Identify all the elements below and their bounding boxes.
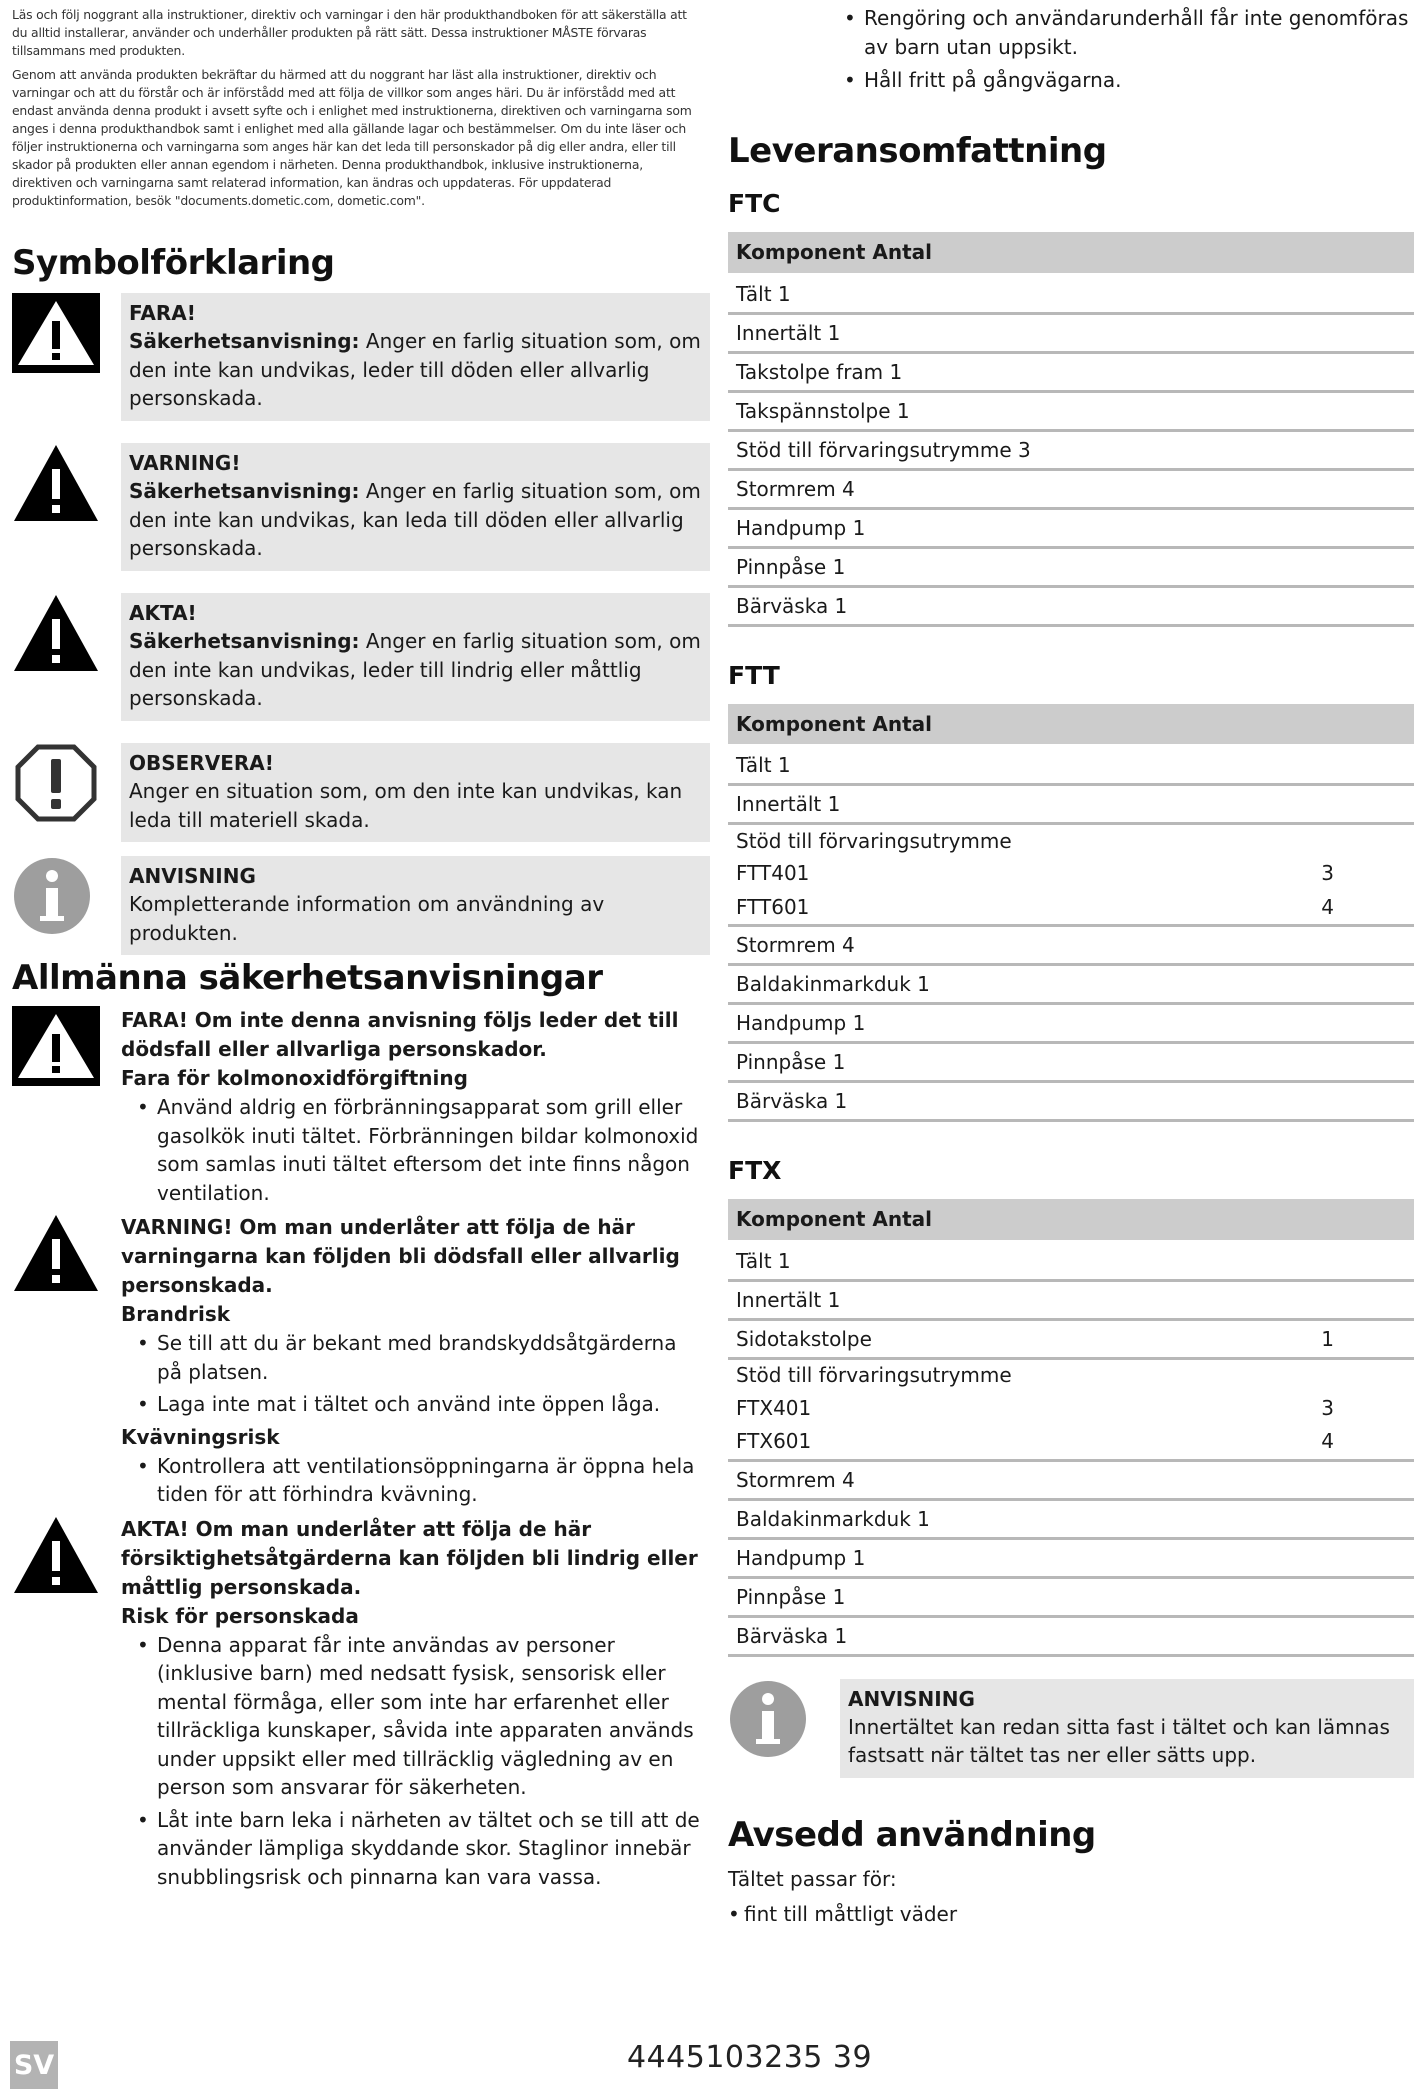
- symbols-heading: Symbolförklaring: [12, 243, 335, 283]
- table-row: [728, 430, 1414, 469]
- fara-box: [121, 293, 710, 421]
- fara-text: Anger en farlig situation som, om den inte kan undvikas, leder till döden eller allvarlig personskada.: [129, 329, 701, 410]
- delivery-note-text: Innertältet kan redan sitta fast i tältet och kan lämnas fastsatt när tältet tas ner eller sätts upp.: [848, 1714, 1390, 1767]
- table-row: [728, 1499, 1414, 1538]
- usage-heading: Avsedd användning: [728, 1814, 1096, 1855]
- table-cell: Bärväska 1: [728, 1082, 1414, 1121]
- page-number: 4445103235 39: [627, 2040, 873, 2075]
- table-row: [728, 1460, 1414, 1499]
- table-row: [728, 857, 1414, 890]
- danger-warning-icon: [12, 1006, 100, 1086]
- table-cell: Sidotakstolpe: [728, 1319, 1313, 1358]
- general-akta-subheading: Risk för personskada: [121, 1603, 359, 1628]
- table-cell: Handpump 1: [728, 1538, 1414, 1577]
- table-header-row: [728, 1199, 1414, 1241]
- table-row: [728, 1391, 1414, 1424]
- table-row: [728, 890, 1414, 926]
- table-row: [728, 586, 1414, 625]
- varning-text: Anger en farlig situation som, om den inte kan undvikas, kan leda till döden eller allvarlig personskada.: [129, 479, 701, 560]
- list-item: • Håll fritt på gångvägarna.: [828, 66, 1414, 95]
- observera-text: Anger en situation som, om den inte kan undvikas, kan leda till materiell skada.: [129, 779, 683, 832]
- warning-triangle-icon: [12, 443, 100, 523]
- general-fara-block: [12, 1006, 700, 1207]
- table-row: [728, 352, 1414, 391]
- caution-triangle-icon: [12, 593, 100, 673]
- delivery-note-heading: ANVISNING: [848, 1686, 975, 1711]
- general-varning-block: [12, 1213, 700, 1509]
- table-cell: Stöd till förvaringsutrymme: [736, 828, 1012, 853]
- table-row: [728, 1004, 1414, 1043]
- table-cell: Pinnpåse 1: [728, 547, 1414, 586]
- general-varning-subheading-2: Kvävningsrisk: [121, 1424, 280, 1449]
- table-row: [728, 1043, 1414, 1082]
- varning-heading: VARNING!: [129, 451, 241, 475]
- general-varning-lead: VARNING! Om man underlåter att följa de här varningarna kan följden bli dödsfall eller allvarlig personskada.: [121, 1215, 680, 1297]
- ftt-heading: FTT: [728, 660, 780, 690]
- table-cell: FTT601: [728, 890, 1313, 926]
- table-row: [728, 313, 1414, 352]
- table-cell: Stormrem 4: [728, 926, 1414, 965]
- table-row: [728, 926, 1414, 965]
- table-cell: 4: [1313, 890, 1414, 926]
- general-fara-subheading: Fara för kolmonoxidförgiftning: [121, 1066, 468, 1090]
- table-header: Komponent Antal: [728, 232, 1414, 274]
- akta-heading: AKTA!: [129, 601, 197, 625]
- table-cell: Handpump 1: [728, 1004, 1414, 1043]
- ftc-heading: FTC: [728, 189, 781, 218]
- anvisning-text: Kompletterande information om användning av produkten.: [129, 892, 605, 945]
- table-header: Komponent Antal: [728, 704, 1414, 746]
- table-cell: Takspännstolpe 1: [728, 391, 1414, 430]
- right-top-list: [828, 4, 1414, 95]
- varning-body: [129, 477, 702, 563]
- table-cell: Pinnpåse 1: [728, 1043, 1414, 1082]
- delivery-heading: Leveransomfattning: [728, 131, 1107, 171]
- table-row: [728, 547, 1414, 586]
- table-header-row: [728, 704, 1414, 746]
- table-row: [728, 1358, 1414, 1391]
- observera-heading: OBSERVERA!: [129, 751, 274, 775]
- table-row: [728, 824, 1414, 857]
- ftt-table: [728, 704, 1414, 1123]
- table-cell: Tält 1: [728, 746, 1414, 785]
- list-item: • Denna apparat får inte användas av personer (inklusive barn) med nedsatt fysisk, sensorisk eller mental förmåga, eller som inte har erfarenhet eller tillräckliga kunskaper, såvida inte apparaten används under uppsikt eller med tillräcklig vägledning av en person som ansvarar för säkerheten.: [121, 1631, 700, 1802]
- table-cell: 3: [1321, 861, 1334, 885]
- anvisning-heading: ANVISNING: [129, 864, 256, 888]
- table-cell: 3: [1321, 1395, 1334, 1420]
- intro-paragraph-1: Läs och följ noggrant alla instruktioner, direktiv och varningar i den här produkthandboken för att säkerställa att du alltid installerar, använder och underhåller produkten på rätt sätt. Dessa instruktioner MÅSTE förvaras tillsammans med produkten.: [12, 7, 687, 58]
- table-cell: Baldakinmarkduk 1: [728, 965, 1414, 1004]
- akta-box: [121, 593, 710, 721]
- observera-box: [121, 743, 710, 842]
- symbol-row-akta: [12, 593, 700, 733]
- table-cell: Innertält 1: [728, 313, 1414, 352]
- table-row: [728, 1319, 1414, 1358]
- table-header: Komponent Antal: [728, 1199, 1414, 1241]
- notice-octagon-icon: [12, 743, 100, 823]
- general-varning-list-1: [121, 1329, 700, 1419]
- intro-paragraph-2: Genom att använda produkten bekräftar du härmed att du noggrant har läst alla instruktioner, direktiv och varningar och att du förstår och är införstådd med att följa de villkor som anges häri. Du är införstådd med att endast använda denna produkt i avsett syfte och i enlighet med instruktionerna, direktiven och varningarna som anges i denna produkthandbok samt i enlighet med alla gällande lagar och bestämmelser. Om du inte läser och följer instruktionerna och varningarna som anges här kan det leda till personskador på dig eller andra, eller till skador på produkten eller annan egendom i närheten. Denna produkthandbok, inklusive instruktionerna, direktiven och varningarna samt relaterad information, kan ändras och uppdateras. För uppdaterad produktinformation, besök "documents.dometic.com, dometic.com".: [12, 67, 692, 208]
- table-cell: Innertält 1: [728, 1280, 1414, 1319]
- table-cell: FTX601: [728, 1424, 1313, 1460]
- varning-box: [121, 443, 710, 571]
- list-item: • Använd aldrig en förbränningsapparat som grill eller gasolkök inuti tältet. Förbränningen bildar kolmonoxid som samlas inuti tältet eftersom det inte finns någon ventilation.: [121, 1093, 700, 1207]
- intro-text: [12, 6, 700, 210]
- symbol-row-observera: [12, 743, 700, 846]
- symbol-row-fara: [12, 293, 700, 433]
- list-item: • Låt inte barn leka i närheten av tältet och se till att de använder lämpliga skyddande skor. Staglinor innebär snubblingsrisk och pinnarna kan vara vassa.: [121, 1806, 700, 1892]
- table-cell: Stormrem 4: [728, 1460, 1414, 1499]
- general-akta-lead: AKTA! Om man underlåter att följa de här försiktighetsåtgärderna kan följden bli lindrig eller måttlig personskada.: [121, 1516, 698, 1599]
- language-badge: SV: [10, 2041, 58, 2089]
- table-row: [728, 1424, 1414, 1460]
- table-row: [728, 1538, 1414, 1577]
- akta-text: Anger en farlig situation som, om den inte kan undvikas, leder till lindrig eller måttlig personskada.: [129, 629, 701, 710]
- general-safety-heading: Allmänna säkerhetsanvisningar: [12, 958, 603, 998]
- danger-warning-icon: [12, 293, 100, 373]
- table-cell: Bärväska 1: [728, 1616, 1414, 1655]
- list-item: • fint till måttligt väder: [728, 1900, 1414, 1929]
- general-akta-block: [12, 1515, 700, 1892]
- table-cell: Tält 1: [728, 1241, 1414, 1280]
- left-column: [12, 6, 700, 1897]
- table-row: [728, 508, 1414, 547]
- table-row: [728, 1082, 1414, 1121]
- right-column: [728, 4, 1414, 1929]
- table-cell: Pinnpåse 1: [728, 1577, 1414, 1616]
- table-cell: Stöd till förvaringsutrymme: [736, 1363, 1012, 1388]
- table-row: [728, 1577, 1414, 1616]
- ftx-heading: FTX: [728, 1156, 782, 1185]
- table-cell: 4: [1313, 1424, 1414, 1460]
- warning-triangle-icon: [12, 1213, 100, 1293]
- caution-triangle-icon: [12, 1515, 100, 1595]
- akta-label: Säkerhetsanvisning:: [129, 629, 360, 653]
- table-cell: Stöd till förvaringsutrymme 3: [728, 430, 1414, 469]
- list-item: • Rengöring och användarunderhåll får inte genomföras av barn utan uppsikt.: [828, 4, 1414, 62]
- fara-label: Säkerhetsanvisning:: [129, 329, 360, 353]
- table-cell: Bärväska 1: [728, 586, 1414, 625]
- table-cell: Tält 1: [728, 274, 1414, 313]
- table-cell: Handpump 1: [728, 508, 1414, 547]
- symbol-row-varning: [12, 443, 700, 583]
- general-akta-list: [121, 1631, 700, 1892]
- varning-label: Säkerhetsanvisning:: [129, 479, 360, 503]
- usage-list: [728, 1900, 1414, 1929]
- general-varning-list-2: [121, 1452, 700, 1509]
- table-cell: Innertält 1: [728, 785, 1414, 824]
- info-icon: [12, 856, 100, 936]
- list-item: • Laga inte mat i tältet och använd inte öppen låga.: [121, 1390, 700, 1419]
- fara-body: [129, 327, 702, 413]
- table-row: [728, 746, 1414, 785]
- table-cell: Baldakinmarkduk 1: [728, 1499, 1414, 1538]
- table-row: [728, 785, 1414, 824]
- general-fara-lead: FARA! Om inte denna anvisning följs leder det till dödsfall eller allvarliga personskador.: [121, 1008, 679, 1061]
- table-row: [728, 391, 1414, 430]
- anvisning-box: [121, 856, 710, 955]
- table-cell: Stormrem 4: [728, 469, 1414, 508]
- table-cell: FTT401: [736, 861, 810, 885]
- table-row: [728, 965, 1414, 1004]
- table-row: [728, 1241, 1414, 1280]
- table-row: [728, 469, 1414, 508]
- table-row: [728, 274, 1414, 313]
- delivery-note: [728, 1679, 1414, 1779]
- list-item: • Kontrollera att ventilationsöppningarna är öppna hela tiden för att förhindra kvävning.: [121, 1452, 700, 1509]
- fara-heading: FARA!: [129, 301, 196, 325]
- table-cell: 1: [1313, 1319, 1414, 1358]
- table-cell: FTX401: [736, 1395, 812, 1420]
- general-varning-subheading-1: Brandrisk: [121, 1302, 231, 1326]
- table-row: [728, 1616, 1414, 1655]
- akta-body: [129, 627, 702, 713]
- list-item: • Se till att du är bekant med brandskyddsåtgärderna på platsen.: [121, 1329, 700, 1386]
- symbol-row-anvisning: [12, 856, 700, 945]
- info-icon: [728, 1679, 816, 1759]
- table-row: [728, 1280, 1414, 1319]
- usage-intro: Tältet passar för:: [728, 1866, 897, 1891]
- general-fara-list: [121, 1093, 700, 1207]
- table-header-row: [728, 232, 1414, 274]
- delivery-note-box: [840, 1679, 1414, 1778]
- ftc-table: [728, 232, 1414, 627]
- table-cell: Takstolpe fram 1: [728, 352, 1414, 391]
- ftx-table: [728, 1199, 1414, 1657]
